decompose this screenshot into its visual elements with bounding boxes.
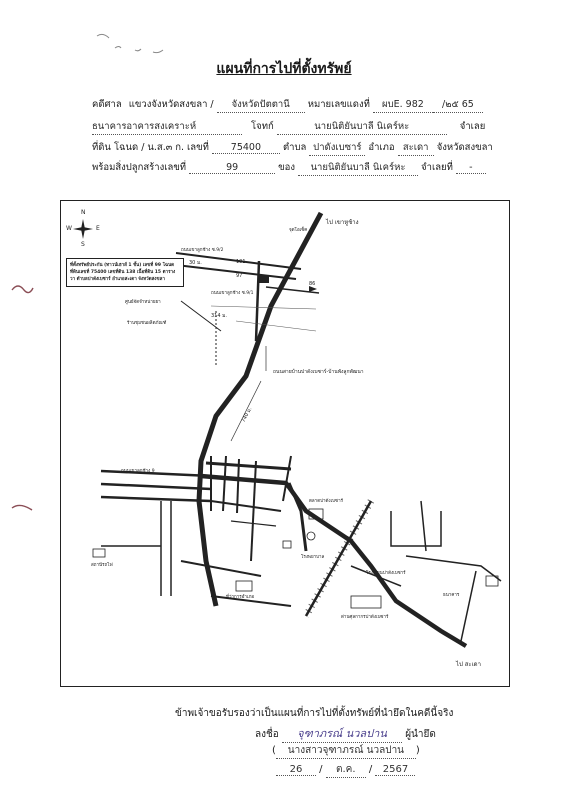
court-name: แขวงจังหวัดสงขลา / [128,99,214,110]
defendant-label: จำเลย [459,121,486,132]
house-86: 86 [309,281,316,287]
court-value: จังหวัดปัตตานี [217,97,305,113]
land-row [92,140,493,156]
dist-314: 314 ม. [211,313,228,319]
of-label: ของ [278,162,295,173]
court-label: คดีศาล [92,99,122,110]
tambon-value: ปาดังเบซาร์ [309,140,365,156]
property-marker [259,275,269,283]
compass-w: W [66,225,72,232]
building-row [92,160,486,176]
compass-n: N [81,209,86,216]
bank-label: ธนาคาร [443,593,460,598]
location-map [60,200,510,687]
to-khao-label: ไป เขาหูช้าง [326,219,359,226]
signature-row [255,724,436,743]
case-number: ผบE. 982 [373,97,433,113]
main-road [199,213,321,606]
to-sadao-label: ไป สะเดา [456,661,481,668]
case-label: หมายเลขแดงที่ [307,99,370,110]
plaintiff-name: ธนาคารอาคารสงเคราะห์ [92,119,242,135]
defendant-name: นายนิติยันบาลี นิเคร์หะ [277,119,447,135]
compass-icon [73,219,93,239]
pen-scribble [95,28,175,58]
school-label: โรงเรียนปาดังเบซาร์ [366,571,406,576]
land-number: 75400 [212,142,280,154]
market-label: ตลาดปาดังเบซาร์ [309,499,344,504]
certify-text: ข้าพเจ้าขอรับรองว่าเป็นแผนที่การไปที่ตั้งทรัพย์ที่นำยึดในคดีนี้จริง [175,708,454,719]
sign-label: ลงชื่อ [255,729,279,740]
dist-30: 30 ม. [189,260,202,266]
pen-scribble [10,280,35,300]
land-doc-label: ที่ดิน โฉนด / น.ส.๓ ก. เลขที่ [92,142,209,153]
owner-name: นายนิติยันบาลี นิเคร์หะ [298,160,418,176]
tambon-label: ตำบล [282,142,307,153]
parties-row [92,119,485,135]
plaintiff-label: โจทก์ [251,121,274,132]
hospital-label: โรงพยาบาล [301,555,325,560]
compass-s: S [81,241,85,248]
property-box: ที่ตั้งทรัพย์ประกัน (ทาวน์เฮาส์ 1 ชั้น) เลขที่ 99 โฉนดที่ดินเลขที่ 75400 เลขที่ดิน 138 เนื้อที่ดิน 15 ตารางวา ตำบลปาดังเบซาร์ อำเภอสะเดา จังหวัดสงขลา [66,258,184,287]
page-title: แผนที่การไปที่ตั้งทรัพย์ [216,61,352,77]
defendant-no-label: จำเลยที่ [421,162,453,173]
signature: จุฑาภรณ์ นวลปาน [282,724,402,743]
road-a-label: ถนนเขาลูกช้าง ซ.9/2 [181,248,224,253]
date-row: 26 / ต.ค. / 2567 [276,762,415,778]
date-year: 2567 [375,764,415,776]
building-number: 99 [189,162,275,174]
printed-name: นางสาวจุฑาภรณ์ นวลปาน [276,743,416,759]
checkpoint-label: จุดโอเซ็ค [289,228,308,233]
main-road-label: ถนนสายบ้านปาดังเบซาร์-บ้านพังลูกพัฒนา [273,369,364,375]
house-97: 97 [236,273,243,279]
compass-e: E [96,225,100,232]
road-b-label: ถนนเขาลูกช้าง ซ.9/1 [211,291,254,296]
province-value: จังหวัดสงขลา [436,142,493,153]
date-month: ต.ค. [326,762,366,778]
printed-name-row: ( นางสาวจุฑาภรณ์ นวลปาน ) [272,743,420,759]
district-office-label: ที่ว่าการอำเภอ [226,595,255,600]
signer-role: ผู้นำยึด [405,729,436,740]
pen-scribble [10,500,35,516]
station-label: สถานีรถไฟ [91,563,113,568]
shop2-label: ร้านชุมชนผลิตภัณฑ์ [127,321,167,326]
amphoe-label: อำเภอ [368,142,395,153]
customs-label: ด่านศุลกากรปาดังเบซาร์ [341,615,389,620]
road-c-label: ถนนเขาลูกช้าง 9 [121,469,155,474]
defendant-no: - [456,162,486,174]
dist-740: 740 ม. [240,406,254,424]
date-day: 26 [276,764,316,776]
shop1-label: ศูนย์จัดจำหน่ายยา [125,300,161,305]
case-year: /๒๕ 65 [433,97,483,113]
court-row [92,97,483,113]
amphoe-value: สะเดา [398,140,434,156]
building-label: พร้อมสิ่งปลูกสร้างเลขที่ [92,162,187,173]
house-101: 101 [236,259,246,265]
